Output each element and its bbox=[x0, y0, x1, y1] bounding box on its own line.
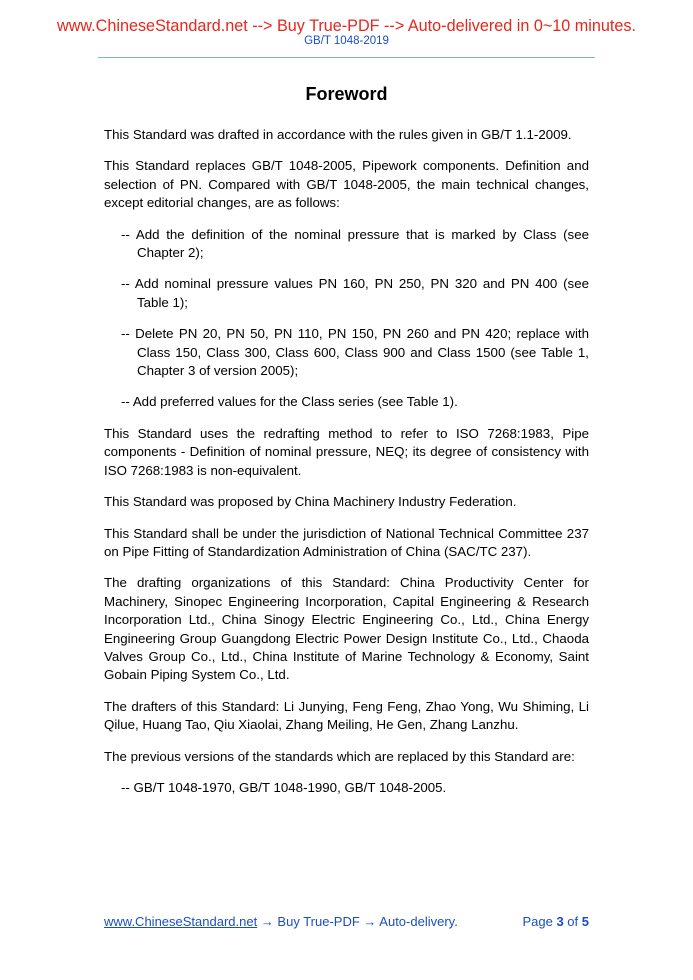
paragraph-drafting-rules: This Standard was drafted in accordance with the rules given in GB/T 1.1-2009. bbox=[104, 127, 572, 142]
paragraph-drafting-organizations: The drafting organizations of this Standard: China Productivity Center for Machinery, Sinopec Engineering Incorporation, Capital Engineering & Research Incorporation Ltd., China Sinogy Electric Engineering Co., Ltd., China Energy Engineering Group Guangdong Electric Power Design Institute Co., Ltd., Chaoda Valves Group Co., Ltd., China Institute of Marine Technology & Economy, Saint Gobain Piping System Co., Ltd. bbox=[104, 575, 589, 683]
paragraph-jurisdiction: This Standard shall be under the jurisdiction of National Technical Committee 237 on Pipe Fitting of Standardization Administration of China (SAC/TC 237). bbox=[104, 525, 589, 559]
footer-site-link[interactable]: www.ChineseStandard.net bbox=[104, 914, 258, 929]
paragraph-proposed-by: This Standard was proposed by China Machinery Industry Federation. bbox=[104, 494, 517, 510]
page-footer bbox=[104, 913, 589, 931]
change-item: -- Delete PN 20, PN 50, PN 110, PN 150, PN 260 and PN 420; replace with Class 150, Class 300, Class 600, Class 900 and Class 1500 (see Table 1, Chapter 3 of version 2005); bbox=[121, 326, 589, 379]
page-total: 5 bbox=[581, 914, 589, 929]
page-label: Page bbox=[522, 914, 553, 929]
footer-delivery-text: → Buy True-PDF → Auto-delivery. bbox=[257, 914, 458, 929]
promo-banner[interactable]: www.ChineseStandard.net --> Buy True-PDF --> Auto-delivered in 0~10 minutes. bbox=[57, 17, 636, 35]
paragraph-previous-versions: The previous versions of the standards which are replaced by this Standard are: bbox=[104, 748, 575, 764]
page-of: of bbox=[567, 914, 579, 929]
header-divider bbox=[98, 57, 595, 58]
page-current: 3 bbox=[556, 914, 564, 929]
change-item: -- Add nominal pressure values PN 160, PN 250, PN 320 and PN 400 (see Table 1); bbox=[121, 276, 589, 310]
standard-code: GB/T 1048-2019 bbox=[304, 35, 389, 47]
document-body bbox=[104, 126, 589, 810]
previous-version-item: -- GB/T 1048-1970, GB/T 1048-1990, GB/T 1048-2005. bbox=[121, 779, 447, 795]
paragraph-replaces: This Standard replaces GB/T 1048-2005, Pipework components. Definition and selection of PN. Compared with GB/T 1048-2005, the main technical changes, except editorial changes, are as follows: bbox=[104, 158, 589, 211]
change-item: -- Add the definition of the nominal pressure that is marked by Class (see Chapter 2); bbox=[121, 226, 589, 261]
paragraph-redrafting: This Standard uses the redrafting method to refer to ISO 7268:1983, Pipe components - Definition of nominal pressure, NEQ; its degree of consistency with ISO 7268:1983 is non-equivalent. bbox=[104, 425, 589, 478]
paragraph-drafters: The drafters of this Standard: Li Junying, Feng Feng, Zhao Yong, Wu Shiming, Li Qilue, Huang Tao, Qiu Xiaolai, Zhang Meiling, He Gen, Zhang Lanzhu. bbox=[104, 698, 589, 733]
change-item: -- Add preferred values for the Class series (see Table 1). bbox=[121, 394, 458, 410]
page-indicator bbox=[522, 913, 589, 931]
page-title: Foreword bbox=[305, 84, 388, 104]
